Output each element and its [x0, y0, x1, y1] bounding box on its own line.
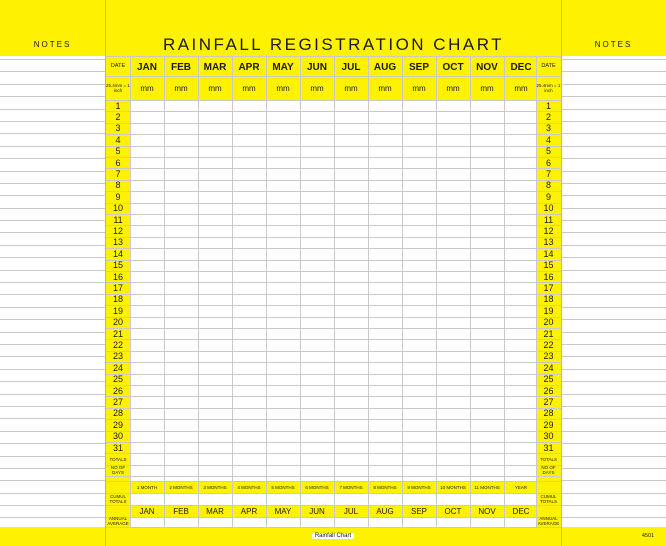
- grid-row-line: [106, 111, 561, 112]
- day-number-left: 25: [112, 374, 123, 385]
- cumul-month-label: 11 MONTHS: [474, 484, 500, 490]
- notes-ruled-line: [561, 221, 666, 233]
- day-number-left: 29: [112, 419, 123, 430]
- grid-row-line: [106, 396, 561, 397]
- notes-ruled-line: [0, 72, 105, 84]
- cumul-month-label: 3 MONTHS: [203, 484, 227, 490]
- unit-note-left: 25.4mm = 1 inch: [106, 83, 130, 93]
- notes-ruled-line: [561, 494, 666, 506]
- day-number-right: 7: [545, 169, 551, 180]
- notes-ruled-line: [561, 382, 666, 394]
- day-number-right: 15: [543, 260, 554, 271]
- grid-row-line: [106, 385, 561, 386]
- day-number-right: 1: [545, 100, 551, 111]
- notes-ruled-line: [561, 469, 666, 481]
- day-number-left: 13: [112, 237, 123, 248]
- notes-ruled-line: [561, 506, 666, 518]
- month-header: JUL: [341, 61, 361, 73]
- day-number-right: 31: [543, 442, 554, 453]
- notes-ruled-line: [561, 110, 666, 122]
- average-month-label: OCT: [444, 506, 462, 516]
- grid-row-line: [106, 146, 561, 147]
- notes-right-title: NOTES: [594, 40, 633, 49]
- notes-ruled-line: [0, 159, 105, 171]
- notes-ruled-line: [561, 159, 666, 171]
- notes-ruled-line: [561, 395, 666, 407]
- day-number-right: 5: [545, 146, 551, 157]
- unit-mm: mm: [174, 83, 188, 93]
- average-month-label: FEB: [173, 506, 189, 516]
- day-number-right: 8: [545, 180, 551, 191]
- day-number-left: 24: [112, 362, 123, 373]
- day-number-left: 22: [112, 340, 123, 351]
- cumul-month-label: 7 MONTHS: [339, 484, 363, 490]
- day-number-left: 15: [112, 260, 123, 271]
- grid-row-line: [106, 408, 561, 409]
- notes-ruled-line: [0, 60, 105, 72]
- day-number-left: 28: [112, 408, 123, 419]
- cumul-month-label: 6 MONTHS: [305, 484, 329, 490]
- average-month-label: MAR: [206, 506, 224, 516]
- grid-row-line: [106, 180, 561, 181]
- day-number-right: 3: [545, 123, 551, 134]
- notes-ruled-line: [0, 147, 105, 159]
- day-number-left: 14: [112, 248, 123, 259]
- unit-mm: mm: [208, 83, 222, 93]
- unit-note-right: 25.4mm = 1 inch: [536, 83, 561, 93]
- notes-ruled-line: [561, 345, 666, 357]
- notes-ruled-line: [0, 221, 105, 233]
- cumul-month-label: 5 MONTHS: [271, 484, 295, 490]
- day-number-left: 18: [112, 294, 123, 305]
- day-number-right: 4: [545, 134, 551, 145]
- grid-row-line: [106, 442, 561, 443]
- no-of-days-left: NO OF DAYS: [110, 465, 126, 476]
- cumul-totals-right: CUMUL TOTALS: [539, 494, 558, 504]
- grid-row-line: [106, 214, 561, 215]
- day-number-right: 25: [543, 374, 554, 385]
- cumul-month-label: 2 MONTHS: [169, 484, 193, 490]
- average-month-label: NOV: [478, 506, 496, 516]
- notes-ruled-line: [0, 246, 105, 258]
- grid-row-line: [106, 493, 561, 494]
- notes-ruled-line: [561, 122, 666, 134]
- day-number-right: 28: [543, 408, 554, 419]
- unit-mm: mm: [378, 83, 392, 93]
- day-number-right: 29: [543, 419, 554, 430]
- notes-ruled-line: [0, 370, 105, 382]
- notes-ruled-line: [0, 196, 105, 208]
- grid-row-line: [106, 237, 561, 238]
- day-number-left: 20: [112, 317, 123, 328]
- notes-ruled-line: [561, 72, 666, 84]
- day-number-right: 20: [543, 317, 554, 328]
- grid-row-line: [106, 56, 561, 57]
- grid-column-line: [266, 56, 267, 527]
- grid-column-line: [164, 56, 165, 527]
- day-number-left: 21: [112, 328, 123, 339]
- day-number-right: 23: [543, 351, 554, 362]
- day-number-right: 9: [545, 191, 551, 202]
- day-number-right: 14: [543, 248, 554, 259]
- day-number-left: 31: [112, 442, 123, 453]
- notes-ruled-line: [561, 357, 666, 369]
- average-month-label: DEC: [512, 506, 530, 516]
- month-header: OCT: [442, 61, 464, 73]
- notes-left-lines: [0, 56, 105, 526]
- grid-column-line: [130, 56, 131, 527]
- grid-column-line: [300, 56, 301, 527]
- month-header: NOV: [476, 61, 498, 73]
- unit-mm: mm: [310, 83, 324, 93]
- notes-ruled-line: [561, 147, 666, 159]
- day-number-left: 26: [112, 385, 123, 396]
- grid-row-line: [106, 271, 561, 272]
- notes-ruled-line: [561, 258, 666, 270]
- notes-ruled-line: [561, 209, 666, 221]
- grid-column-line: [334, 56, 335, 527]
- grid-row-line: [106, 294, 561, 295]
- notes-right-lines: [561, 56, 666, 526]
- day-number-left: 7: [115, 169, 121, 180]
- day-number-left: 11: [113, 214, 123, 225]
- day-number-left: 17: [112, 283, 123, 294]
- cumul-month-label: 9 MONTHS: [407, 484, 431, 490]
- notes-ruled-line: [561, 271, 666, 283]
- month-header: FEB: [171, 61, 191, 73]
- notes-ruled-line: [0, 432, 105, 444]
- grid-column-line: [198, 56, 199, 527]
- grid-row-line: [106, 362, 561, 363]
- notes-ruled-line: [0, 506, 105, 518]
- notes-ruled-line: [0, 407, 105, 419]
- notes-ruled-line: [0, 97, 105, 109]
- notes-ruled-line: [0, 494, 105, 506]
- day-number-right: 19: [543, 305, 554, 316]
- notes-ruled-line: [561, 432, 666, 444]
- notes-ruled-line: [561, 60, 666, 72]
- notes-ruled-line: [561, 172, 666, 184]
- notes-left-title: NOTES: [33, 40, 72, 49]
- day-number-left: 30: [112, 431, 123, 442]
- notes-ruled-line: [0, 258, 105, 270]
- notes-ruled-line: [0, 295, 105, 307]
- average-month-label: JUN: [309, 506, 325, 516]
- unit-mm: mm: [412, 83, 426, 93]
- day-number-right: 27: [543, 397, 554, 408]
- day-number-left: 12: [112, 226, 123, 237]
- day-number-left: 23: [112, 351, 123, 362]
- annual-average-right: ANNUAL AVERAGE: [537, 516, 560, 526]
- day-number-left: 6: [115, 157, 121, 168]
- footer-center: [283, 531, 383, 541]
- month-header: AUG: [373, 61, 397, 73]
- notes-ruled-line: [561, 481, 666, 493]
- day-number-left: 9: [115, 191, 121, 202]
- notes-ruled-line: [561, 85, 666, 97]
- grid-column-line: [436, 56, 437, 527]
- unit-mm: mm: [140, 83, 154, 93]
- notes-ruled-line: [0, 271, 105, 283]
- notes-ruled-line: [561, 457, 666, 469]
- notes-ruled-line: [561, 283, 666, 295]
- notes-ruled-line: [561, 407, 666, 419]
- notes-ruled-line: [0, 395, 105, 407]
- month-header: MAY: [272, 61, 294, 73]
- grid-row-line: [106, 527, 561, 528]
- day-number-right: 13: [543, 237, 554, 248]
- notes-ruled-line: [561, 419, 666, 431]
- notes-ruled-line: [0, 469, 105, 481]
- no-of-days-right: NO OF DAYS: [541, 465, 556, 476]
- grid-row-line: [106, 476, 561, 477]
- notes-ruled-line: [0, 357, 105, 369]
- day-number-left: 2: [115, 112, 121, 123]
- average-month-label: SEP: [410, 506, 427, 516]
- grid-row-line: [106, 203, 561, 204]
- grid-row-line: [106, 123, 561, 124]
- notes-ruled-line: [0, 308, 105, 320]
- unit-mm: mm: [276, 83, 290, 93]
- grid-row-line: [106, 419, 561, 420]
- day-number-left: 27: [112, 397, 123, 408]
- notes-ruled-line: [561, 246, 666, 258]
- notes-ruled-line: [561, 233, 666, 245]
- notes-ruled-line: [0, 457, 105, 469]
- day-number-right: 21: [543, 328, 554, 339]
- unit-mm: mm: [446, 83, 460, 93]
- month-header: APR: [238, 61, 260, 73]
- day-number-right: 17: [543, 283, 554, 294]
- grid-column-line: [504, 56, 505, 527]
- notes-divider-right: [561, 0, 562, 546]
- day-number-right: 18: [543, 294, 554, 305]
- day-number-left: 1: [115, 100, 121, 111]
- grid-column-line: [232, 56, 233, 527]
- notes-ruled-line: [561, 97, 666, 109]
- footer-center-label: Rainfall Chart: [312, 533, 354, 539]
- day-number-right: 30: [543, 431, 554, 442]
- day-number-right: 24: [543, 362, 554, 373]
- day-number-left: 19: [112, 305, 123, 316]
- average-month-label: MAY: [274, 506, 292, 516]
- month-header: DEC: [510, 61, 532, 73]
- notes-ruled-line: [561, 444, 666, 456]
- notes-ruled-line: [0, 209, 105, 221]
- page-title: RAINFALL REGISTRATION CHART: [162, 35, 505, 54]
- totals-label-left: TOTALS: [109, 456, 127, 462]
- cumul-month-label: 4 MONTHS: [237, 484, 261, 490]
- cumul-totals-left: CUMUL TOTALS: [109, 494, 127, 504]
- totals-label-right: TOTALS: [539, 456, 558, 462]
- grid-row-line: [106, 453, 561, 454]
- notes-ruled-line: [0, 122, 105, 134]
- average-month-label: JAN: [139, 506, 155, 516]
- cumul-month-label: 1 MONTH: [136, 484, 158, 490]
- notes-ruled-line: [561, 308, 666, 320]
- unit-mm: mm: [344, 83, 358, 93]
- grid-row-line: [106, 225, 561, 226]
- day-number-right: 22: [543, 340, 554, 351]
- grid-column-line: [470, 56, 471, 527]
- notes-ruled-line: [561, 320, 666, 332]
- day-number-left: 8: [115, 180, 121, 191]
- grid-row-line: [106, 168, 561, 169]
- grid-row-line: [106, 305, 561, 306]
- grid-row-line: [106, 76, 561, 77]
- grid-row-line: [106, 248, 561, 249]
- grid-row-line: [106, 374, 561, 375]
- day-number-left: 5: [115, 146, 121, 157]
- month-header: JAN: [136, 61, 157, 73]
- day-number-right: 2: [545, 112, 551, 123]
- grid-row-line: [106, 260, 561, 261]
- grid-row-line: [106, 351, 561, 352]
- day-number-left: 16: [112, 271, 123, 282]
- unit-mm: mm: [480, 83, 494, 93]
- notes-ruled-line: [0, 184, 105, 196]
- average-month-label: AUG: [376, 506, 394, 516]
- notes-ruled-line: [0, 233, 105, 245]
- grid-row-line: [106, 517, 561, 518]
- notes-ruled-line: [561, 184, 666, 196]
- annual-average-left: ANNUAL AVERAGE: [107, 516, 129, 526]
- date-header-left: DATE: [110, 63, 126, 69]
- notes-ruled-line: [0, 481, 105, 493]
- grid-row-line: [106, 100, 561, 101]
- notes-ruled-line: [0, 333, 105, 345]
- grid-row-line: [106, 431, 561, 432]
- grid-row-line: [106, 465, 561, 466]
- notes-ruled-line: [0, 172, 105, 184]
- grid-row-line: [106, 317, 561, 318]
- day-number-right: 11: [543, 214, 554, 225]
- notes-ruled-line: [0, 419, 105, 431]
- notes-ruled-line: [561, 196, 666, 208]
- notes-ruled-line: [561, 134, 666, 146]
- day-number-right: 10: [543, 203, 554, 214]
- grid-row-line: [106, 191, 561, 192]
- average-month-label: JUL: [343, 506, 359, 516]
- grid-row-line: [106, 339, 561, 340]
- day-number-right: 6: [545, 157, 551, 168]
- day-number-left: 3: [115, 123, 121, 134]
- grid-row-line: [106, 328, 561, 329]
- notes-ruled-line: [0, 320, 105, 332]
- cumul-month-label: 8 MONTHS: [373, 484, 397, 490]
- unit-mm: mm: [514, 83, 528, 93]
- notes-ruled-line: [561, 295, 666, 307]
- notes-ruled-line: [0, 345, 105, 357]
- day-number-right: 26: [543, 385, 554, 396]
- day-number-left: 4: [115, 134, 121, 145]
- notes-ruled-line: [561, 333, 666, 345]
- notes-ruled-line: [561, 370, 666, 382]
- notes-ruled-line: [0, 444, 105, 456]
- average-month-label: APR: [240, 506, 258, 516]
- footer-code: 4501: [641, 533, 655, 539]
- notes-ruled-line: [0, 134, 105, 146]
- grid-row-line: [106, 134, 561, 135]
- cumul-month-label: 10 MONTHS: [440, 484, 466, 490]
- date-header-right: DATE: [541, 63, 556, 69]
- grid-row-line: [106, 282, 561, 283]
- grid-column-line: [368, 56, 369, 527]
- month-header: MAR: [203, 61, 227, 73]
- notes-ruled-line: [0, 382, 105, 394]
- notes-ruled-line: [0, 110, 105, 122]
- grid-row-line: [106, 157, 561, 158]
- day-number-left: 10: [112, 203, 123, 214]
- grid-column-line: [402, 56, 403, 527]
- month-header: JUN: [306, 61, 327, 73]
- notes-ruled-line: [0, 85, 105, 97]
- month-header: SEP: [408, 61, 429, 73]
- unit-mm: mm: [242, 83, 256, 93]
- cumul-month-label: YEAR: [514, 484, 528, 490]
- notes-ruled-line: [0, 283, 105, 295]
- day-number-right: 12: [543, 226, 554, 237]
- day-number-right: 16: [543, 271, 554, 282]
